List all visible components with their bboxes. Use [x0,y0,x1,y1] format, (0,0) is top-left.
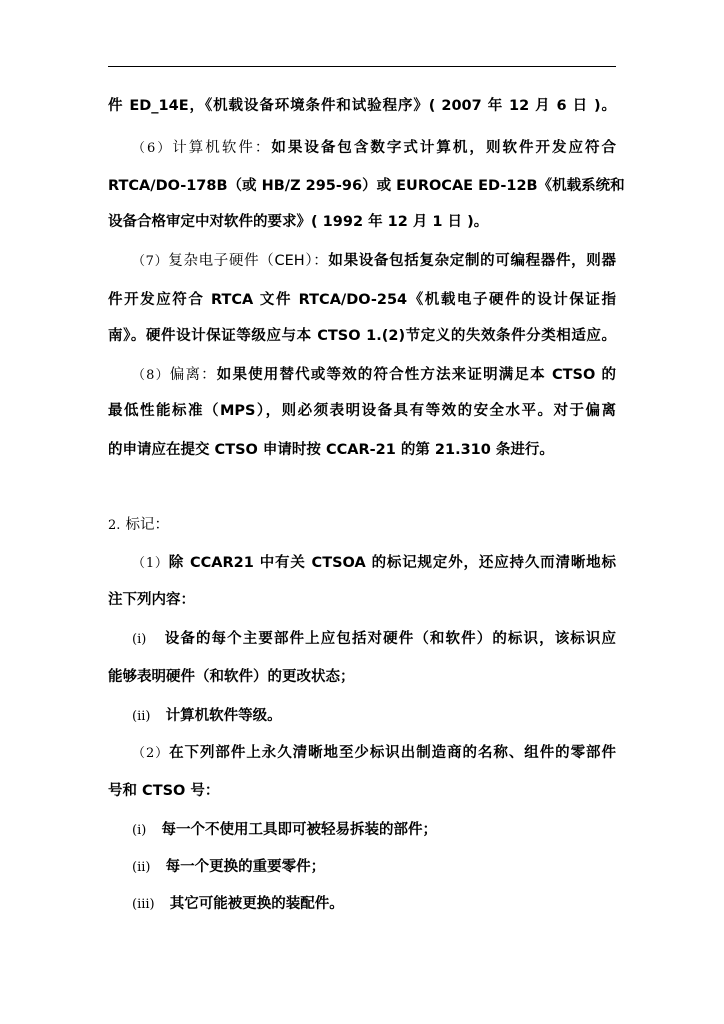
text-line [132,706,616,727]
text-line [132,820,616,841]
item-lead: 复杂电子硬件（CEH）： [168,253,329,269]
line-text: 在下列部件上永久清晰地至少标识出制造商的名称、组件的零部件 [169,745,616,761]
header-rule [108,66,616,67]
item-number: （6） [132,141,173,156]
item-number: (ii) [132,860,151,875]
line-text: 除 CCAR21 中有关 CTSOA 的标记规定外，还应持久而清晰地标 [168,555,616,571]
item-number: （1） [132,556,169,571]
item-lead: 计算机软件： [172,140,272,156]
text-line [108,781,616,801]
item-number: (i) [132,632,147,647]
line-text: 如果设备包含数字式计算机，则软件开发应符合 [271,140,616,156]
section-title: 标记： [125,517,169,533]
section-heading [108,515,616,536]
line-text: 能够表明硬件（和软件）的更改状态； [108,669,355,685]
line-text: 设备的每个主要部件上应包括对硬件（和软件）的标识，该标识应 [164,631,617,647]
item-number: （7） [132,254,169,269]
text-line [132,894,616,915]
item-number: （2） [132,746,170,761]
text-line [108,590,616,610]
line-text: 每一个更换的重要零件； [165,859,326,875]
line-text: 件 ED_14E，《机载设备环境条件和试验程序》( 2007 年 12 月 6 日 )。 [108,98,616,114]
text-line [108,667,616,687]
line-text: 计算机软件等级。 [165,708,282,724]
text-line [108,96,616,116]
line-text: RTCA/DO-178B（或 HB/Z 295-96）或 EUROCAE ED-12B《机载系统和 [108,178,625,194]
item-number: (iii) [132,897,155,912]
item-number: (i) [132,823,147,838]
line-text: 每一个不使用工具即可被轻易拆装的部件； [161,822,437,838]
text-line [108,440,616,460]
text-line [108,176,625,196]
text-line [108,290,616,310]
text-line [132,365,616,386]
text-line [132,743,616,764]
text-line [108,212,616,232]
item-lead: 偏离： [169,367,217,383]
section-number: 2. [108,518,121,533]
line-text: 设备合格审定中对软件的要求》( 1992 年 12 月 1 日 )。 [108,214,489,230]
text-line [132,138,616,159]
text-line [132,857,616,878]
line-text: 的申请应在提交 CTSO 申请时按 CCAR-21 的第 21.310 条进行。 [108,442,554,458]
item-number: (ii) [132,709,151,724]
text-line [108,401,616,421]
line-text: 其它可能被更换的装配件。 [169,896,344,912]
text-line [132,629,616,650]
line-text: 号和 CTSO 号： [108,783,220,799]
line-text: 如果使用替代或等效的符合性方法来证明满足本 CTSO 的 [216,367,616,383]
line-text: 件开发应符合 RTCA 文件 RTCA/DO-254《机载电子硬件的设计保证指 [108,292,616,308]
line-text: 最低性能标准（MPS），则必须表明设备具有等效的安全水平。对于偏离 [108,403,616,419]
text-line [132,553,616,574]
line-text: 南》。硬件设计保证等级应与本 CTSO 1.(2)节定义的失效条件分类相适应。 [108,328,616,344]
line-text: 如果设备包括复杂定制的可编程器件，则器 [328,253,616,269]
item-number: （8） [132,368,170,383]
text-line [132,251,616,272]
text-line [108,326,616,346]
line-text: 注下列内容： [108,592,195,608]
